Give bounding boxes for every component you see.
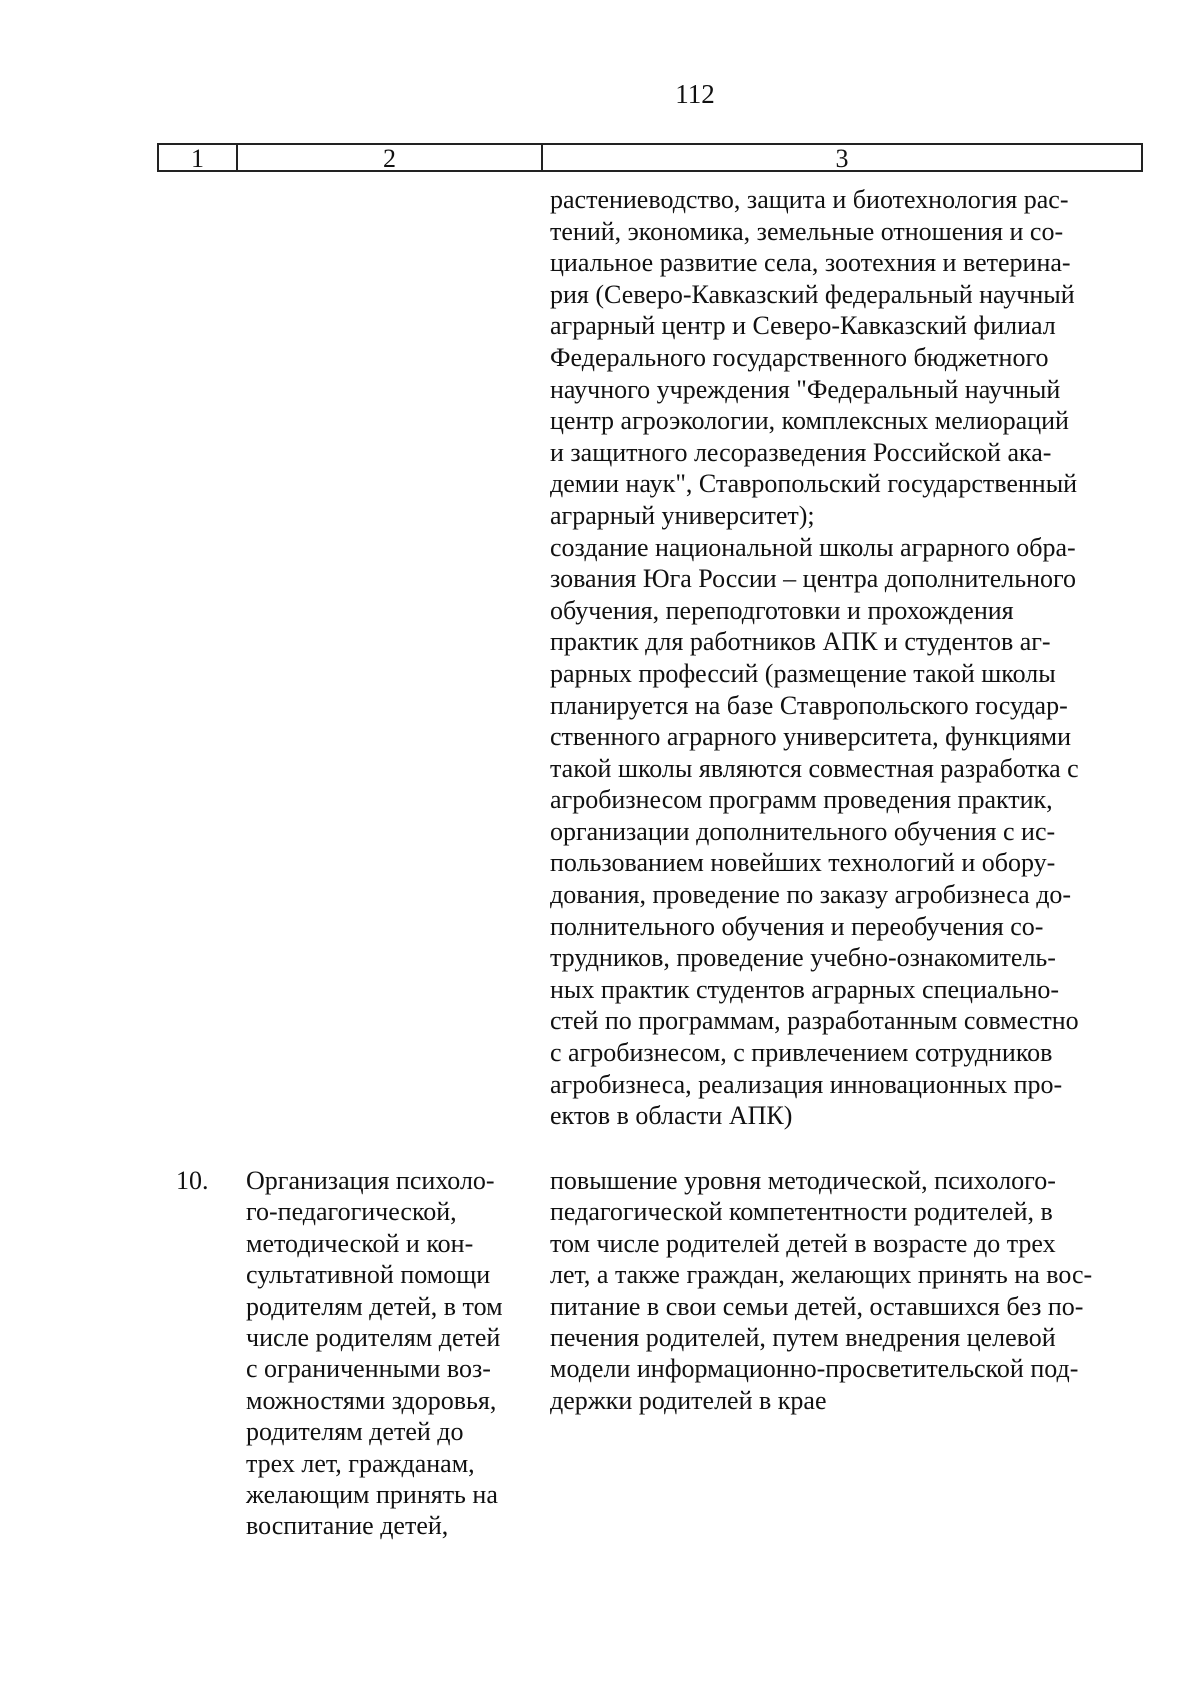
activity-cell-text: Организация психоло- го-педагогической, методической и кон- сультативной помощи родителям детей, в том числе родителям детей с ограниченными воз- можностями здоровья, родителям детей до трех лет, гражданам, желающим принять на воспитание детей, (246, 1166, 503, 1541)
header-cell-3: 3 (835, 144, 849, 173)
page-number: 112 (675, 79, 715, 109)
header-cell-2: 2 (238, 145, 543, 170)
table-header-row (157, 143, 1143, 172)
result-cell-text: повышение уровня методической, психолого- педагогической компетентности родителей, в том числе родителей детей в возрасте до трех лет, а также граждан, желающих принять на вос- питание в свои семьи детей, оставшихся без по- печения родителей, путем внедрения целевой модели информационно-просветительской под- держки родителей в крае (550, 1166, 1093, 1415)
row-number: 10. (176, 1166, 209, 1195)
continuation-cell-text: растениеводство, защита и биотехнология рас- тений, экономика, земельные отношения и со- циальное развитие села, зоотехния и ветерина- рия (Северо-Кавказский федеральный научный аграрный центр и Северо-Кавказский филиал Федерального государственного бюджетного научного учреждения "Федеральный научный центр агроэкологии, комплексных мелиораций и защитного лесоразведения Российской ака- демии наук", Ставропольский государственный аграрный университет); создание национальной школы аграрного обра- зования Юга России – центра дополнительного обучения, переподготовки и прохождения практик для работников АПК и студентов аг- рарных профессий (размещение такой школы планируется на базе Ставропольского государ- ственного аграрного университета, функциями такой школы являются совместная разработка с агробизнесом программ проведения практик, организации дополнительного обучения с ис- пользованием новейших технологий и обору- дования, проведение по заказу агробизнеса до- полнительного обучения и переобучения со- трудников, проведение учебно-ознакомитель- ных практик студентов аграрных специально- стей по программам, разработанным совместно с агробизнесом, с привлечением сотрудников агробизнеса, реализация инновационных про- ектов в области АПК) (550, 185, 1079, 1131)
header-cell-1: 1 (159, 145, 238, 170)
